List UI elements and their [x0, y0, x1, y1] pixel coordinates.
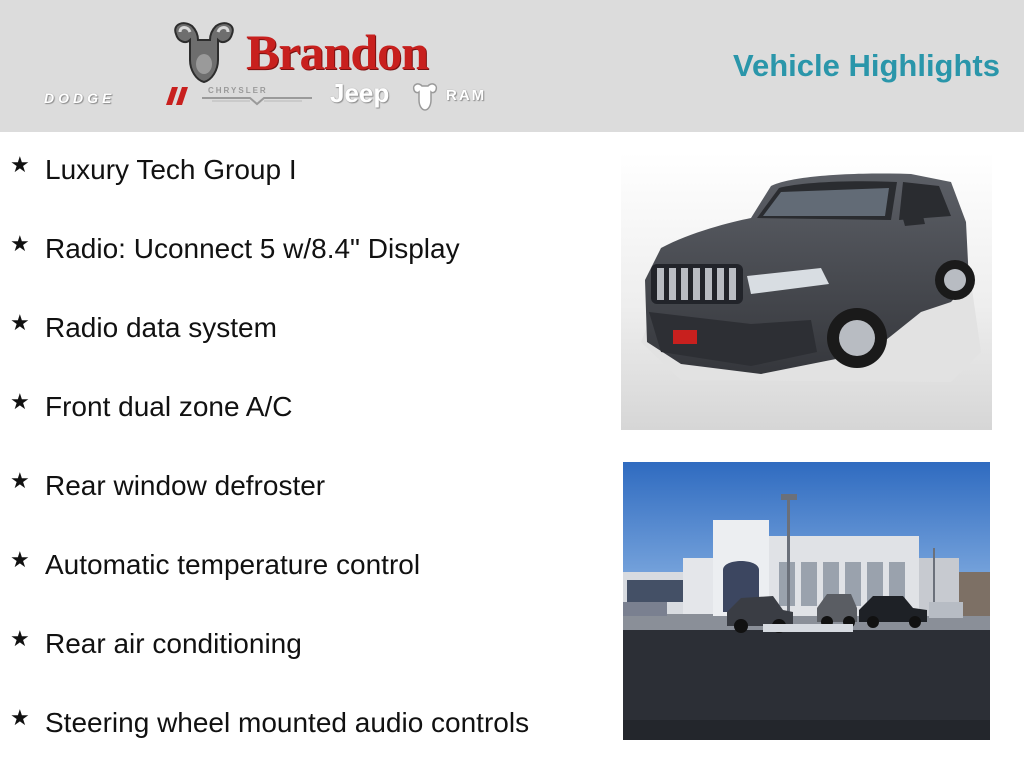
dodge-stripes-icon [166, 87, 190, 105]
star-icon: ★ [10, 232, 30, 257]
star-icon: ★ [10, 706, 30, 731]
feature-text: Luxury Tech Group I [45, 154, 297, 185]
star-icon: ★ [10, 390, 30, 415]
dodge-logo: DODGE [44, 90, 116, 106]
chrysler-wings-icon [202, 96, 312, 106]
star-icon: ★ [10, 469, 30, 494]
feature-text: Radio data system [45, 312, 277, 343]
feature-text: Automatic temperature control [45, 549, 421, 580]
brand-logos [40, 78, 540, 114]
star-icon: ★ [10, 548, 30, 573]
star-icon: ★ [10, 311, 30, 336]
ram-head-logo-icon [168, 20, 240, 84]
feature-text: Front dual zone A/C [45, 391, 293, 422]
dealer-name: Brandon [246, 24, 428, 80]
vehicle-photo [621, 152, 992, 430]
feature-text: Steering wheel mounted audio controls [45, 707, 530, 738]
star-icon: ★ [10, 153, 30, 178]
header-banner [0, 0, 1024, 132]
page-title: Vehicle Highlights [733, 48, 1000, 83]
jeep-logo: Jeep [330, 78, 390, 108]
feature-text: Radio: Uconnect 5 w/8.4" Display [45, 233, 460, 264]
star-icon: ★ [10, 627, 30, 652]
dealership-photo [623, 462, 990, 740]
feature-text: Rear air conditioning [45, 628, 302, 659]
ram-logo: RAM [446, 87, 487, 104]
feature-text: Rear window defroster [45, 470, 326, 501]
chrysler-logo: CHRYSLER [208, 86, 268, 95]
ram-brand-icon [410, 82, 440, 112]
